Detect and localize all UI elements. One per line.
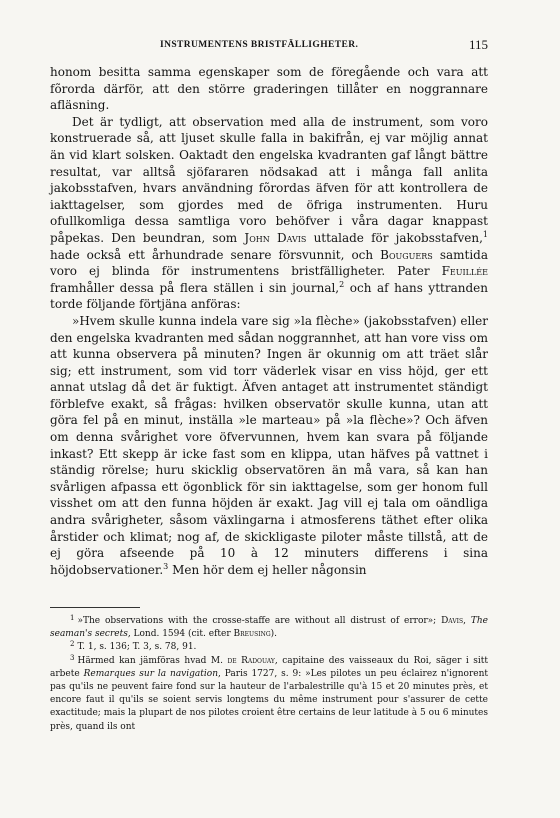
footnote-1-text-c: ). xyxy=(270,629,277,640)
page-number: 115 xyxy=(468,37,488,52)
footnote-2-text: T. 1, s. 136; T. 3, s. 78, 91. xyxy=(77,642,197,653)
paragraph-3-text-a: »Hvem skulle kunna indela vare sig »la flèche» (jakobsstafven) eller den engelska kvadranten med sådan noggrannhet, att han vore viss om att kunna observera på minuten? Ingen är okunnig om att träet slår sig; ett instrument, som vid torr väderlek visar en viss höjd, ger ett annat utslag då det är fuktigt. Äfven antaget att instrumentet ständigt förblefve exakt, så frågas: hvilken observatör skulle kunna, utan att göra fel på en minut, inställa »le marteau» på »la flèche»? Och äfven om denna svårighet vore öfvervunnen, hvem kan svara på följande inkast? Ett skepp är icke fast som en klippa, utan häfves på vattnet i ständig rörelse; huru skicklig observatören än må vara, så kan han svårligen afpassa ett ögonblick för sin iakttagelse, som ger honom full visshet om att den funna höjden är exakt. Jag vill ej tala om oändliga andra svårigheter, såsom växlingarna i atmosferens täthet efter olika årstider och klimat; nog af, de skickligaste piloter måste tillstå, att de ej göra afseende på 10 à 12 minuters differens i sina höjdobservationer. xyxy=(50,313,488,577)
paragraph-2-text-c: hade också ett århundrade senare försvunnit, och xyxy=(50,247,374,262)
footnote-separator xyxy=(50,607,140,608)
footnote-1: $^1$ »The observations with the crosse-staffe are without all distrust of error»; Davis, The seaman's secrets, Lond. 1594 (cit. efter Breusing). xyxy=(50,614,488,640)
footnote-1-text-a: »The observations with the crosse-staffe are without all distrust of error»; xyxy=(77,616,437,626)
footnote-2-mark: 2 xyxy=(70,640,75,649)
footnote-1-cited-author: Breusing xyxy=(233,629,271,640)
footnote-1-text-b: , Lond. 1594 (cit. efter xyxy=(127,629,231,640)
footnote-ref-1: 1 xyxy=(482,229,488,239)
page-header xyxy=(50,37,488,57)
footnote-2 xyxy=(50,641,488,654)
paragraph-3-quote xyxy=(50,313,488,579)
footnote-ref-2: 2 xyxy=(339,279,345,289)
paragraph-2-text-f: och af hans yttranden torde följande förtjäna anföras: xyxy=(50,280,488,312)
paragraph-2-text-b: uttalade för jakobsstafven, xyxy=(313,230,483,245)
footnote-1-mark: 1 xyxy=(70,614,75,622)
footnote-3-mark: 3 xyxy=(70,653,75,662)
footnote-3-title: Remarques sur la navigation xyxy=(83,668,218,679)
footnote-3 xyxy=(50,655,488,734)
footnote-3-author: de Radouay xyxy=(227,655,275,666)
footnote-3-text-b: , capitaine des vaisseaux du Roi, säger i sitt arbete xyxy=(50,655,488,679)
footnote-1-title: The seaman's secrets xyxy=(50,616,488,640)
footnotes xyxy=(50,615,488,734)
paragraph-1 xyxy=(50,64,488,114)
author-name-feuillee: Feuillée xyxy=(441,264,488,279)
footnote-3-text-c: , Paris 1727, s. 9: »Les pilotes un peu éclairez n'ignorent pas qu'ils ne peuvent faire fond sur la hauteur de l'arbalestrille qu'à 15 et 20 minutes près, et encore faut il qu'ils se soient servis longtems du même instrument pour s'assurer de cette exactitude; mais la plupart de nos pilotes croient être certains de leur latitude à 5 ou 6 minutes près, quand ils ont xyxy=(50,668,488,732)
running-title: INSTRUMENTENS BRISTFÄLLIGHETER. xyxy=(160,40,359,50)
footnote-1-author: Davis xyxy=(441,616,464,626)
paragraph-3-text-b: Men hör dem ej heller någonsin xyxy=(172,562,367,577)
paragraph-2-text-d: samtida voro ej blinda för instrumentens bristfälligheter. Pater xyxy=(50,247,488,279)
author-name-bouguer: Bouguers xyxy=(380,247,433,262)
author-name-davis: John Davis xyxy=(244,230,307,245)
paragraph-1-text: honom besitta samma egenskaper som de föregående och vara att fõrorda därför, att den större graderingen tillåter en noggrannare afläsning. xyxy=(50,65,488,113)
body-text xyxy=(50,64,488,578)
footnote-ref-3: 3 xyxy=(163,561,169,571)
footnote-3-text-a: Härmed kan jämföras hvad M. xyxy=(77,655,223,666)
paragraph-2 xyxy=(50,114,488,313)
paragraph-2-text-e: framhåller dessa på flera ställen i sin journal, xyxy=(50,280,340,295)
paragraph-2-text-a: Det är tydligt, att observation med alla de instrument, som voro konstruerade så, att ljuset skulle falla in bakifrån, ej var möjlig annat än vid klart solsken. Oaktadt den engelska kvadranten gaf långt bättre resultat, var alltså sjöfararen nödsakad att i många fall anlita jakobsstafven, hvars användning fõrordas äfven för att kontrollera de iakttagelser, som gjordes med de öfriga instrumenten. Huru ofullkomliga dessa samtliga voro behöfver i våra dagar knappast påpekas. Den beundran, som xyxy=(50,114,488,245)
